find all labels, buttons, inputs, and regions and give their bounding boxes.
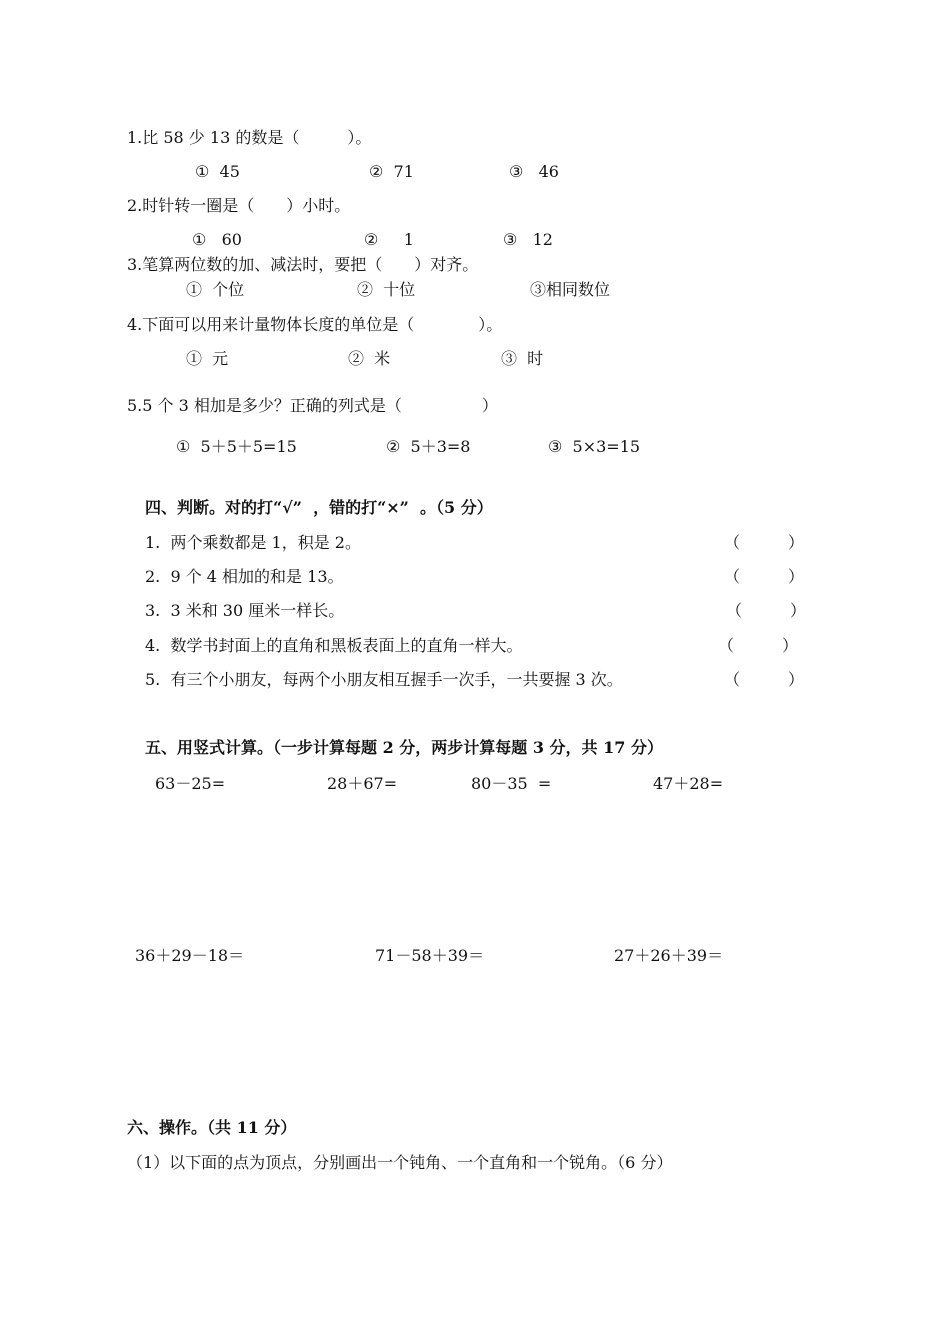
- section-6-sub-1: （1）以下面的点为顶点，分别画出一个钝角、一个直角和一个锐角。（6 分）: [127, 1153, 673, 1172]
- question-1-stem: 1.比 58 少 13 的数是（ ）。: [127, 128, 372, 147]
- question-2-option-1: ① 60: [192, 230, 242, 249]
- question-2-option-3: ③ 12: [503, 230, 553, 249]
- question-3-option-1: ① 个位: [186, 280, 245, 299]
- question-4-option-1: ① 元: [186, 349, 229, 368]
- judge-item-2-answer-box[interactable]: （ ）: [724, 567, 805, 586]
- judge-item-3-answer-box[interactable]: （ ）: [726, 601, 807, 620]
- section-4-title: 四、判断。对的打“√” ，错的打“×” 。（5 分）: [145, 498, 493, 517]
- question-2-option-2: ② 1: [364, 230, 414, 249]
- judge-item-5-text: 5. 有三个小朋友，每两个小朋友相互握手一次手，一共要握 3 次。: [145, 670, 623, 689]
- question-5-option-1: ① 5＋5＋5=15: [176, 437, 297, 456]
- question-1-option-3: ③ 46: [509, 162, 559, 181]
- judge-item-4-answer-box[interactable]: （ ）: [718, 636, 799, 655]
- question-5-option-2: ② 5＋3=8: [386, 437, 471, 456]
- judge-item-1-text: 1. 两个乘数都是 1，积是 2。: [145, 533, 361, 552]
- calc-5: 36＋29－18＝: [135, 946, 245, 965]
- calc-1: 63－25=: [155, 774, 226, 793]
- section-5-title: 五、用竖式计算。（一步计算每题 2 分，两步计算每题 3 分，共 17 分）: [145, 738, 663, 757]
- question-3-stem: 3.笔算两位数的加、减法时，要把（ ）对齐。: [127, 255, 479, 274]
- judge-item-2-text: 2. 9 个 4 相加的和是 13。: [145, 567, 344, 586]
- judge-item-3-text: 3. 3 米和 30 厘米一样长。: [145, 601, 345, 620]
- question-1-option-2: ② 71: [369, 162, 414, 181]
- question-4-option-2: ② 米: [348, 349, 391, 368]
- calc-6: 71－58＋39＝: [375, 946, 485, 965]
- calc-4: 47＋28=: [653, 774, 724, 793]
- section-6-title: 六、操作。（共 11 分）: [127, 1118, 297, 1137]
- question-1-option-1: ① 45: [195, 162, 240, 181]
- question-2-stem: 2.时针转一圈是（ ）小时。: [127, 196, 351, 215]
- question-3-option-3: ③相同数位: [530, 280, 611, 299]
- calc-3: 80－35 =: [471, 774, 552, 793]
- question-5-stem: 5.5 个 3 相加是多少？正确的列式是（ ）: [127, 396, 498, 415]
- question-5-option-3: ③ 5×3=15: [548, 437, 641, 456]
- judge-item-5-answer-box[interactable]: （ ）: [724, 670, 805, 689]
- calc-2: 28＋67=: [327, 774, 398, 793]
- question-3-option-2: ② 十位: [357, 280, 416, 299]
- judge-item-4-text: 4. 数学书封面上的直角和黑板表面上的直角一样大。: [145, 636, 523, 655]
- calc-7: 27＋26＋39＝: [614, 946, 724, 965]
- judge-item-1-answer-box[interactable]: （ ）: [724, 533, 805, 552]
- question-4-stem: 4.下面可以用来计量物体长度的单位是（ ）。: [127, 315, 503, 334]
- question-4-option-3: ③ 时: [501, 349, 544, 368]
